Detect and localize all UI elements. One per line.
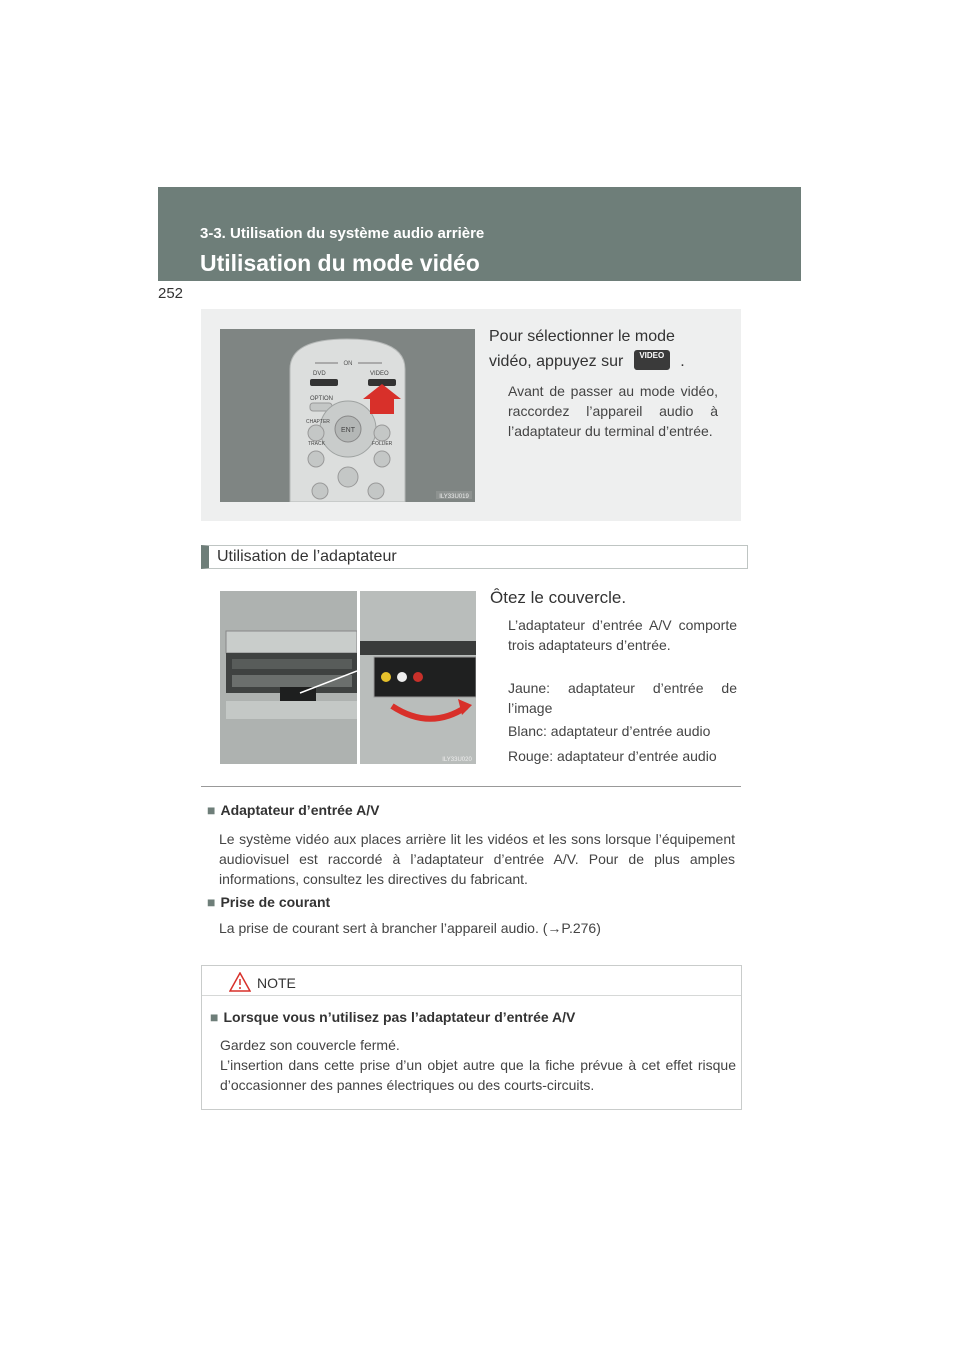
intro-line2-end: .	[680, 353, 685, 370]
intro-line2	[489, 349, 719, 374]
remote-track-label: TRACK	[308, 441, 325, 447]
white-jack	[397, 672, 407, 682]
remote-control-illustration	[220, 329, 475, 502]
info-heading-2-text: Prise de courant	[220, 894, 331, 910]
adapter-jaune: Jaune: adaptateur d’entrée de l’image	[508, 680, 737, 716]
adapter-heading-text: Utilisation de l’adaptateur	[217, 548, 397, 565]
chapter-header	[158, 187, 801, 281]
info-text-2: La prise de courant sert à brancher l’appareil audio. (→P.276)	[219, 920, 601, 936]
info-heading-2	[207, 894, 330, 910]
page-number: 252	[158, 285, 184, 302]
adapter-desc: L’adaptateur d’entrée A/V comporte trois adaptateurs d’entrée.	[508, 617, 737, 653]
console-illustration	[220, 591, 357, 764]
remote-folder-label: FOLDER	[372, 441, 393, 447]
note-heading	[210, 1009, 575, 1025]
video-button-icon-label: VIDEO	[639, 350, 665, 360]
note-line-1: Gardez son couvercle fermé.	[220, 1037, 400, 1053]
remote-dvd-label: DVD	[313, 371, 326, 377]
note-heading-text: Lorsque vous n’utilisez pas l’adaptateur d’entrée A/V	[223, 1009, 576, 1025]
section-divider	[201, 786, 741, 787]
console-photo	[220, 591, 357, 764]
remote-on-label: ON	[343, 361, 353, 367]
note-line-2: L’insertion dans cette prise d’un objet autre que la fiche prévue à cet effet risque d’occasionner des pannes électriques ou des courts-circuits.	[220, 1057, 736, 1093]
adapter-illustration	[360, 591, 476, 764]
square-bullet-icon: ■	[210, 1009, 219, 1025]
adapter-photo	[360, 591, 476, 764]
warning-triangle-icon	[229, 972, 251, 992]
image-code-1: ILY33U019	[439, 494, 469, 500]
yellow-jack	[381, 672, 391, 682]
remote-option-label: OPTION	[310, 396, 334, 402]
video-button-icon	[634, 350, 670, 370]
note-divider	[202, 995, 741, 996]
section-label: 3-3. Utilisation du système audio arrière	[200, 225, 485, 242]
remote-video-label: VIDEO	[370, 371, 389, 377]
dvd-button	[310, 379, 338, 386]
note-box	[201, 965, 742, 1110]
adapter-blanc: Blanc: adaptateur d’entrée audio	[508, 723, 711, 739]
remote-ent-label: ENT	[341, 427, 355, 434]
square-bullet-icon: ■	[207, 802, 216, 818]
remote-control-image	[220, 329, 475, 502]
info-text-1: Le système vidéo aux places arrière lit les vidéos et les sons lorsque l’équipement audiovisuel est raccordé à l’adaptateur d’entrée A/V. Pour de plus amples informations, consultez les directives du fabricant.	[219, 831, 735, 887]
image-code-2: ILY33U020	[442, 757, 472, 763]
remote-chapter-label: CHAPTER	[306, 419, 330, 425]
adapter-subheading	[201, 545, 748, 569]
info-heading-1	[207, 802, 379, 818]
note-body	[220, 1035, 736, 1095]
intro-sub-text: Avant de passer au mode vidéo, raccordez l’appareil audio à l’adaptateur du terminal d’entrée.	[508, 383, 718, 439]
square-bullet-icon: ■	[207, 894, 216, 910]
info-heading-1-text: Adaptateur d’entrée A/V	[220, 802, 380, 818]
adapter-rouge: Rouge: adaptateur d’entrée audio	[508, 748, 717, 764]
page-title: Utilisation du mode vidéo	[200, 250, 480, 276]
intro-line2-text: vidéo, appuyez sur	[489, 353, 624, 370]
note-label: NOTE	[257, 975, 296, 991]
intro-line1: Pour sélectionner le mode	[489, 328, 675, 345]
adapter-step: Ôtez le couvercle.	[490, 588, 627, 607]
red-jack	[413, 672, 423, 682]
